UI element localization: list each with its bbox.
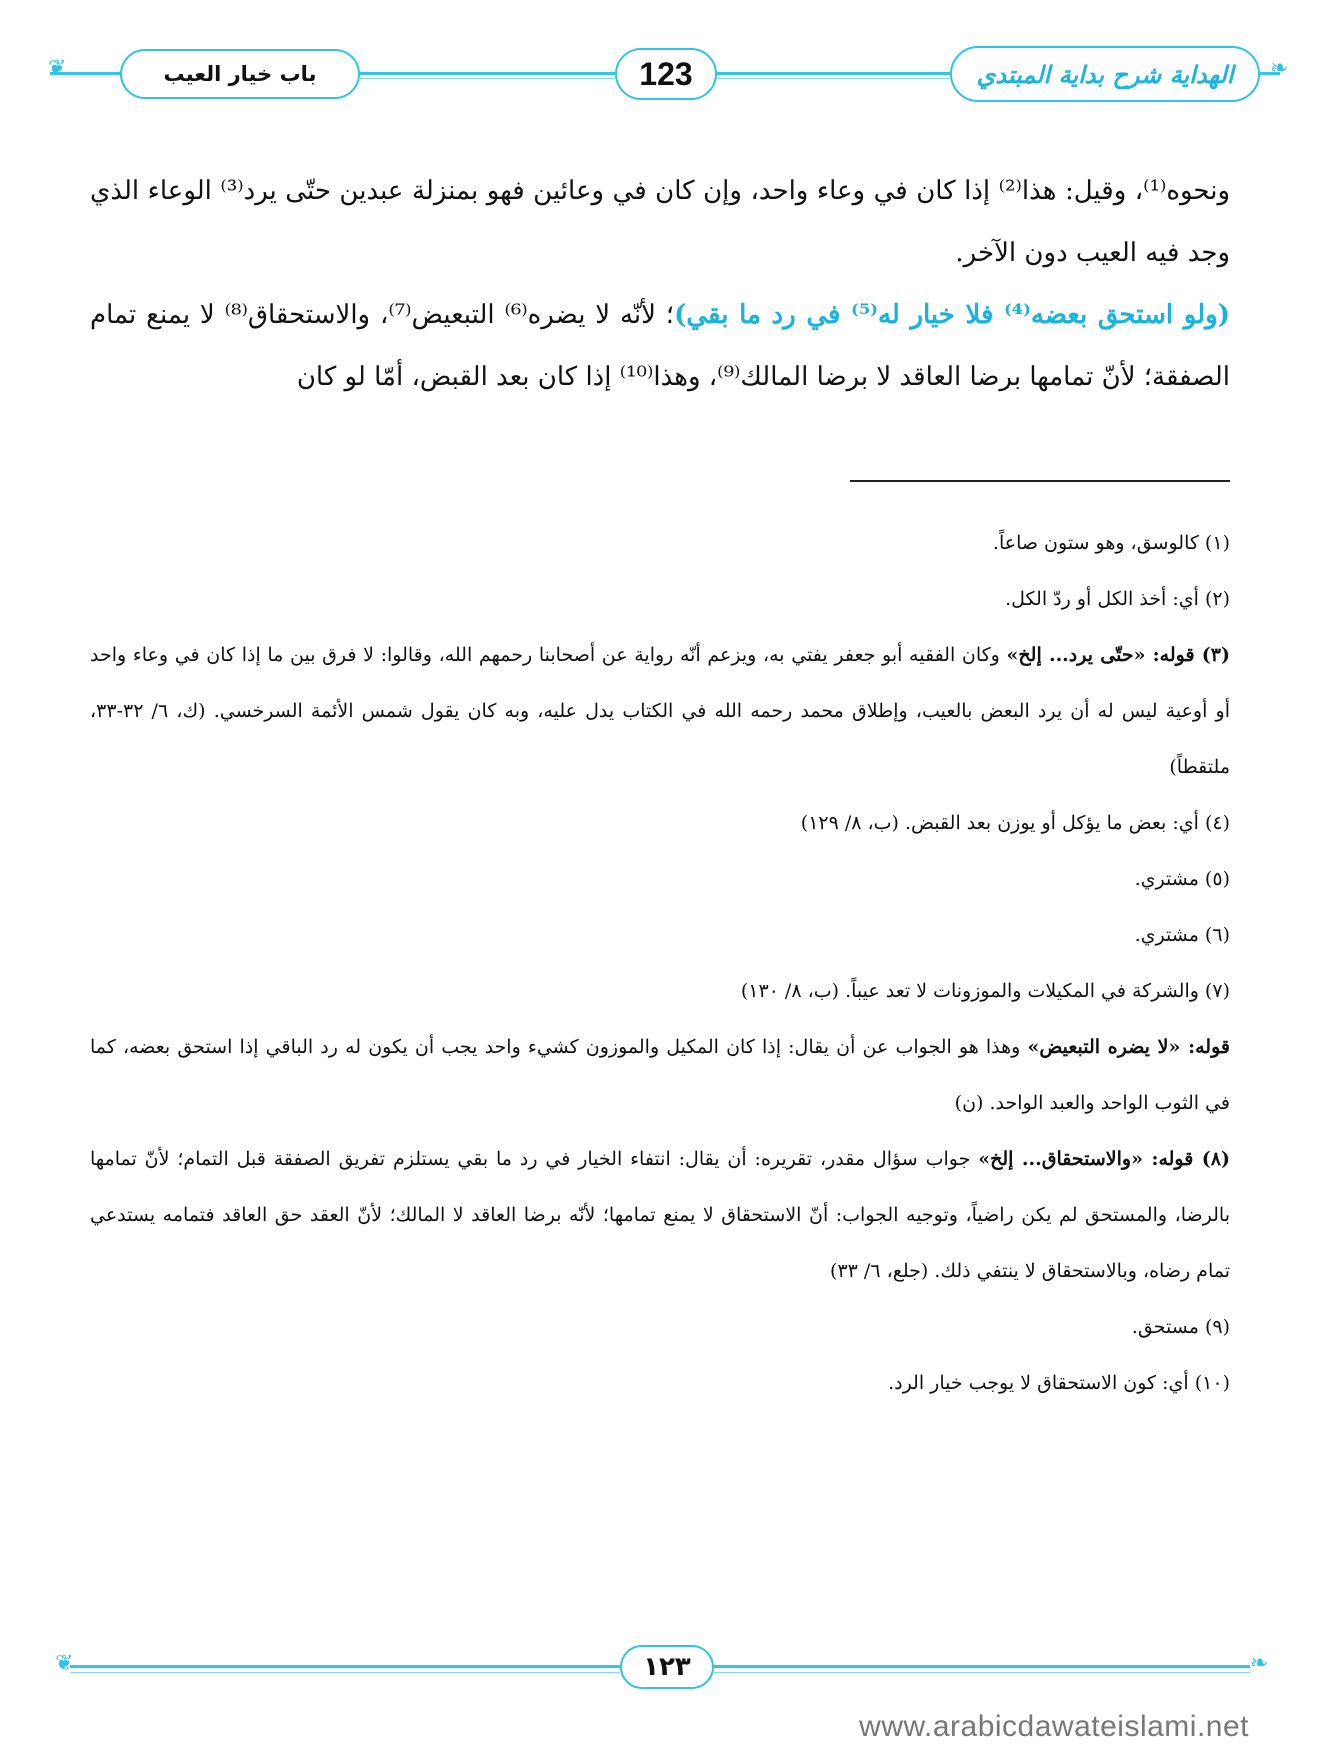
- footnote-divider: [850, 480, 1230, 482]
- footer-page-number: ١٢٣: [620, 1645, 714, 1689]
- header-rule-mid-left: [360, 72, 615, 75]
- main-paragraph: ونحوه⁽¹⁾، وقيل: هذا⁽²⁾ إذا كان في وعاء واحد، وإن كان في وعائين فهو بمنزلة عبدين حتّى يرد⁽³⁾ الوعاء الذي وجد فيه العيب دون الآخر.: [90, 176, 1230, 268]
- footnote-text: وكان الفقيه أبو جعفر يفتي به، ويزعم أنّه رواية عن أصحابنا رحمهم الله، وقالوا: لا فرق بين ما إذا كان في وعاء واحد أو أوعية ليس له أن يرد البعض بالعيب، وإطلاق محمد رحمه الله في الكتاب يدل عليه، وبه كان يقول شمس الأئمة السرخسي. (ك، ٦/ ٣٢-٣٣، ملتقطاً): [90, 644, 1230, 778]
- ornament-icon: ❧: [1250, 1651, 1269, 1676]
- ornament-icon: ❧: [1270, 56, 1289, 81]
- header-rule-mid-right-thin: [717, 78, 950, 79]
- footer-rule-left-thin: [70, 1672, 620, 1673]
- footnote: (١) كالوسق، وهو ستون صاعاً.: [992, 532, 1230, 554]
- footnote: [90, 1131, 1230, 1299]
- footnote: (٤) أي: بعض ما يؤكل أو يوزن بعد القبض. (ب، ٨/ ١٢٩): [800, 812, 1230, 834]
- page-number: 123: [615, 48, 717, 100]
- page-header: [0, 40, 1319, 110]
- matn-highlight: (ولو استحق بعضه⁽⁴⁾ فلا خيار له⁽⁵⁾ في رد ما بقي): [674, 300, 1230, 330]
- ornament-icon: ❦: [55, 1651, 74, 1676]
- footnote-text: جواب سؤال مقدر، تقريره: أن يقال: انتفاء الخيار في رد ما بقي يستلزم تفريق الصفقة قبل التمام؛ لأنّ تمامها بالرضا، والمستحق لم يكن راضياً، وتوجيه الجواب: أنّ الاستحقاق لا يمنع تمامها؛ لأنّه برضا العاقد لا المالك؛ لأنّ العقد حق العاقد فتمامه يستدعي تمام رضاه، وبالاستحقاق لا ينتفي ذلك. (جلع، ٦/ ٣٣): [90, 1148, 1230, 1282]
- footnote: (٢) أي: أخذ الكل أو ردّ الكل.: [1005, 588, 1230, 610]
- page-footer: [0, 1645, 1319, 1695]
- footer-rule-right-thin: [714, 1672, 1250, 1673]
- header-rule-mid-right: [717, 72, 950, 75]
- footnote: (١٠) أي: كون الاستحقاق لا يوجب خيار الرد.: [888, 1372, 1230, 1394]
- footer-rule-right: [714, 1665, 1250, 1668]
- footnote: (٧) والشركة في المكيلات والموزونات لا تعد عيباً. (ب، ٨/ ١٣٠): [740, 980, 1230, 1002]
- main-paragraph: [90, 284, 1230, 408]
- footnote: (٥) مشتري.: [1134, 868, 1230, 890]
- footnote: [90, 627, 1230, 795]
- ornament-icon: ❦: [48, 56, 67, 81]
- footnote: [90, 1019, 1230, 1131]
- footnote: (٦) مشتري.: [1134, 924, 1230, 946]
- footnote-label: (٨) قوله: «والاستحقاق... إلخ»: [978, 1148, 1231, 1170]
- book-title: الهداية شرح بداية المبتدي: [950, 46, 1260, 102]
- footnotes: [90, 515, 1230, 1411]
- footnote-label: قوله: «لا يضره التبعيض»: [1027, 1036, 1230, 1058]
- footnote-label: (٣) قوله: «حتّى يرد... إلخ»: [1006, 644, 1230, 666]
- header-rule-mid-left-thin: [360, 78, 615, 79]
- website-url: www.arabicdawateislami.net: [859, 1710, 1249, 1743]
- sharh-text: ؛ لأنّه لا يضره⁽⁶⁾ التبعيض⁽⁷⁾، والاستحقاق⁽⁸⁾ لا يمنع تمام الصفقة؛ لأنّ تمامها برضا العاقد لا برضا المالك⁽⁹⁾، وهذا⁽¹⁰⁾ إذا كان بعد القبض، أمّا لو كان: [90, 300, 1230, 392]
- footnote: (٩) مستحق.: [1131, 1316, 1230, 1338]
- footer-rule-left: [70, 1665, 620, 1668]
- chapter-title: باب خيار العيب: [120, 49, 360, 99]
- footnote-text: وهذا هو الجواب عن أن يقال: إذا كان المكيل والموزون كشيء واحد يجب أن يكون له رد الباقي إذا استحق بعضه، كما في الثوب الواحد والعبد الواحد. (ن): [90, 1036, 1230, 1114]
- main-text: [90, 160, 1230, 408]
